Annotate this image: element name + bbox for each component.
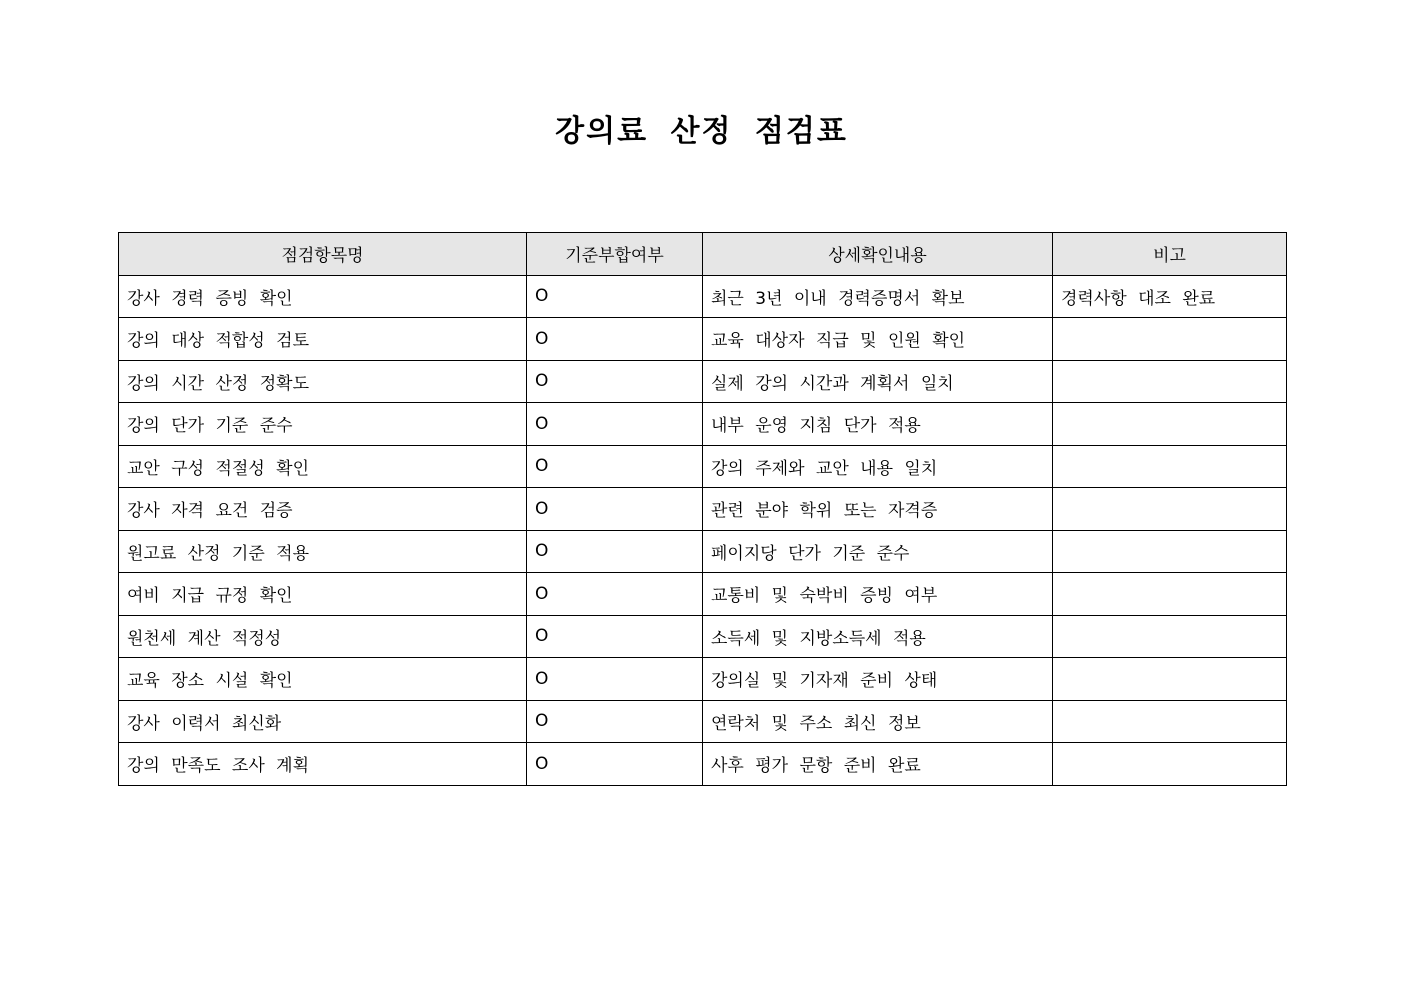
- note-cell: [1053, 360, 1287, 403]
- header-item-name: 점검항목명: [119, 233, 527, 276]
- compliance-cell: O: [527, 743, 703, 786]
- detail-cell: 교육 대상자 직급 및 인원 확인: [703, 318, 1053, 361]
- table-header: [119, 233, 1287, 276]
- table-row: [119, 403, 1287, 446]
- table-body: [119, 275, 1287, 785]
- note-cell: [1053, 403, 1287, 446]
- table-row: [119, 488, 1287, 531]
- note-cell: [1053, 658, 1287, 701]
- item-name-cell: 강의 시간 산정 정확도: [119, 360, 527, 403]
- compliance-cell: O: [527, 658, 703, 701]
- header-compliance: 기준부합여부: [527, 233, 703, 276]
- detail-cell: 최근 3년 이내 경력증명서 확보: [703, 275, 1053, 318]
- note-cell: [1053, 445, 1287, 488]
- item-name-cell: 강의 만족도 조사 계획: [119, 743, 527, 786]
- item-name-cell: 교안 구성 적절성 확인: [119, 445, 527, 488]
- item-name-cell: 강의 대상 적합성 검토: [119, 318, 527, 361]
- item-name-cell: 강사 이력서 최신화: [119, 700, 527, 743]
- note-cell: [1053, 488, 1287, 531]
- note-cell: [1053, 530, 1287, 573]
- header-row: [119, 233, 1287, 276]
- table-row: [119, 743, 1287, 786]
- item-name-cell: 교육 장소 시설 확인: [119, 658, 527, 701]
- note-cell: [1053, 743, 1287, 786]
- item-name-cell: 원고료 산정 기준 적용: [119, 530, 527, 573]
- item-name-cell: 원천세 계산 적정성: [119, 615, 527, 658]
- detail-cell: 강의 주제와 교안 내용 일치: [703, 445, 1053, 488]
- table-row: [119, 445, 1287, 488]
- table-row: [119, 318, 1287, 361]
- document-title: 강의료 산정 점검표: [555, 114, 848, 149]
- detail-cell: 연락처 및 주소 최신 정보: [703, 700, 1053, 743]
- header-detail: 상세확인내용: [703, 233, 1053, 276]
- compliance-cell: O: [527, 445, 703, 488]
- item-name-cell: 여비 지급 규정 확인: [119, 573, 527, 616]
- compliance-cell: O: [527, 488, 703, 531]
- detail-cell: 내부 운영 지침 단가 적용: [703, 403, 1053, 446]
- item-name-cell: 강사 자격 요건 검증: [119, 488, 527, 531]
- compliance-cell: O: [527, 530, 703, 573]
- header-note: 비고: [1053, 233, 1287, 276]
- table-row: [119, 360, 1287, 403]
- table-row: [119, 530, 1287, 573]
- compliance-cell: O: [527, 318, 703, 361]
- detail-cell: 소득세 및 지방소득세 적용: [703, 615, 1053, 658]
- note-cell: 경력사항 대조 완료: [1053, 275, 1287, 318]
- table-row: [119, 275, 1287, 318]
- detail-cell: 관련 분야 학위 또는 자격증: [703, 488, 1053, 531]
- compliance-cell: O: [527, 275, 703, 318]
- compliance-cell: O: [527, 360, 703, 403]
- compliance-cell: O: [527, 615, 703, 658]
- detail-cell: 사후 평가 문항 준비 완료: [703, 743, 1053, 786]
- table-row: [119, 700, 1287, 743]
- compliance-cell: O: [527, 700, 703, 743]
- detail-cell: 교통비 및 숙박비 증빙 여부: [703, 573, 1053, 616]
- compliance-cell: O: [527, 573, 703, 616]
- note-cell: [1053, 700, 1287, 743]
- detail-cell: 실제 강의 시간과 계획서 일치: [703, 360, 1053, 403]
- item-name-cell: 강의 단가 기준 준수: [119, 403, 527, 446]
- detail-cell: 강의실 및 기자재 준비 상태: [703, 658, 1053, 701]
- note-cell: [1053, 318, 1287, 361]
- note-cell: [1053, 615, 1287, 658]
- note-cell: [1053, 573, 1287, 616]
- table-row: [119, 658, 1287, 701]
- compliance-cell: O: [527, 403, 703, 446]
- detail-cell: 페이지당 단가 기준 준수: [703, 530, 1053, 573]
- item-name-cell: 강사 경력 증빙 확인: [119, 275, 527, 318]
- table-row: [119, 615, 1287, 658]
- checklist-table: [118, 232, 1287, 786]
- table-row: [119, 573, 1287, 616]
